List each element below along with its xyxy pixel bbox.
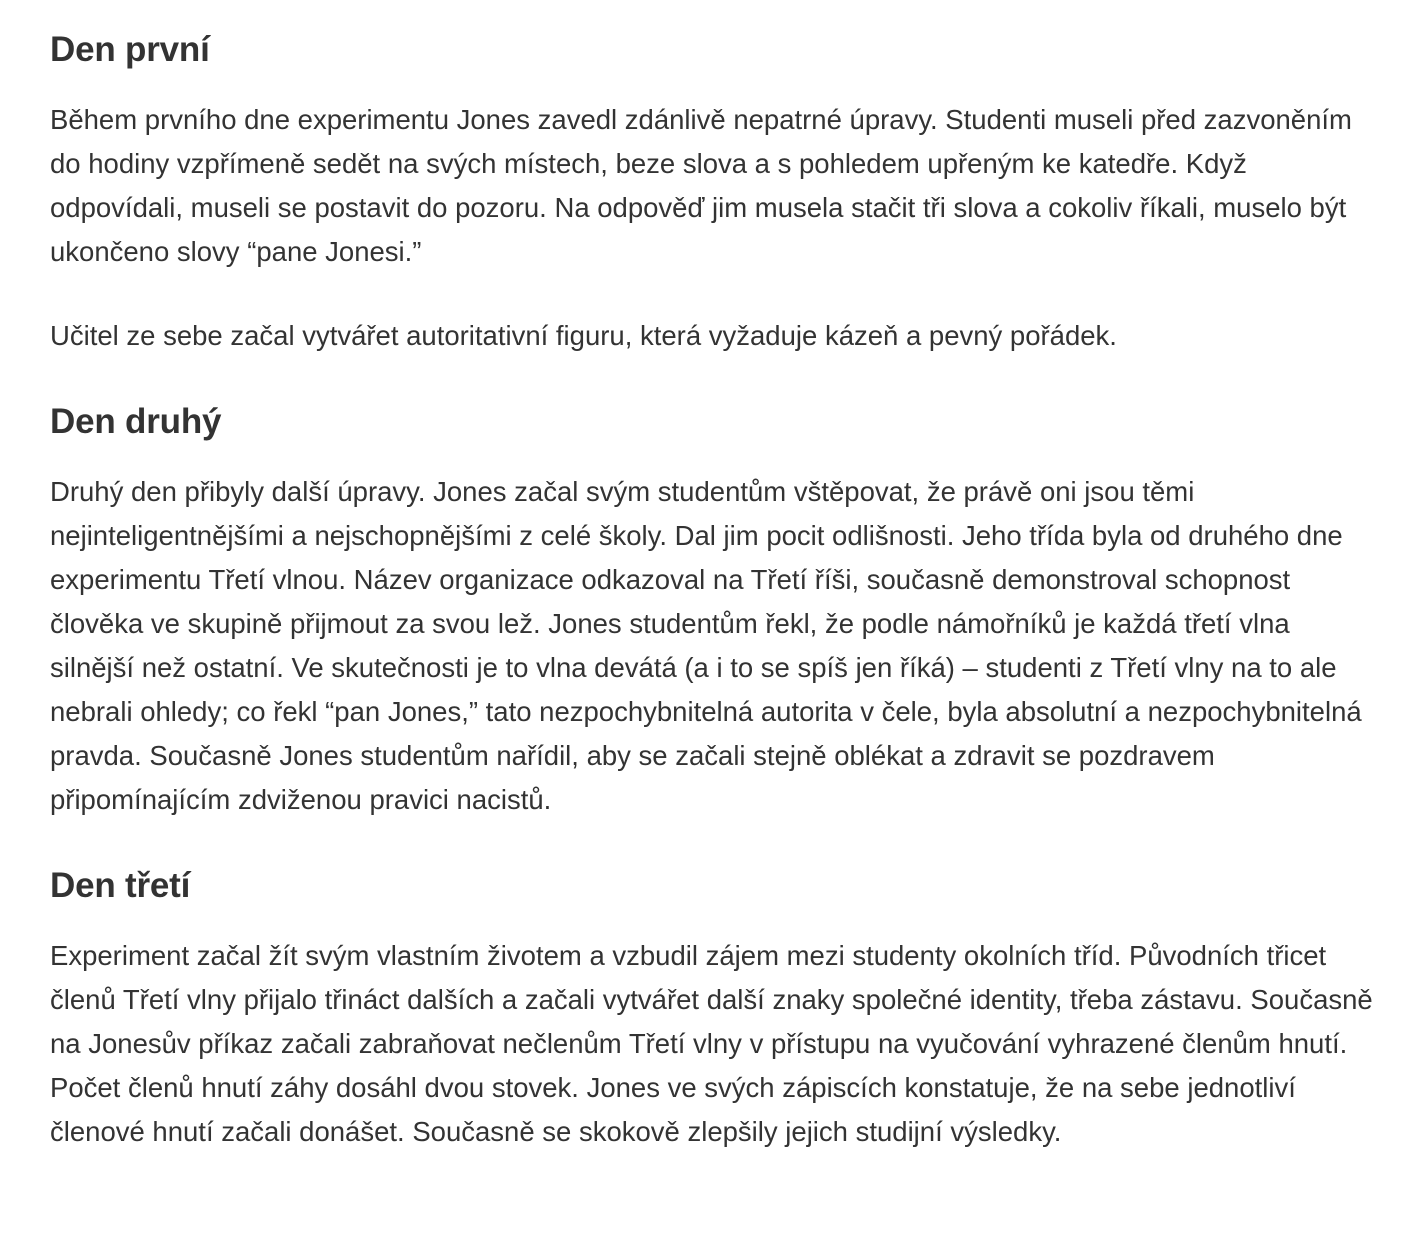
paragraph: Učitel ze sebe začal vytvářet autoritativní figuru, která vyžaduje kázeň a pevný pořádek. <box>50 320 1117 351</box>
paragraph: Experiment začal žít svým vlastním životem a vzbudil zájem mezi studenty okolních tříd. Původních třicet členů Třetí vlny přijalo třináct dalších a začali vytvářet další znaky společné identity, třeba zástavu. Současně na Jonesův příkaz začali zabraňovat nečlenům Třetí vlny v přístupu na vyučování vyhrazené členům hnutí. Počet členů hnutí záhy dosáhl dvou stovek. Jones ve svých zápiscích konstatuje, že na sebe jednotliví členové hnutí začali donášet. Současně se skokově zlepšily jejich studijní výsledky. <box>50 940 1373 1147</box>
section-day-one <box>50 26 1380 358</box>
paragraph: Druhý den přibyly další úpravy. Jones začal svým studentům vštěpovat, že právě oni jsou těmi nejinteligentnějšími a nejschopnějšími z celé školy. Dal jim pocit odlišnosti. Jeho třída byla od druhého dne experimentu Třetí vlnou. Název organizace odkazoval na Třetí říši, současně demonstroval schopnost člověka ve skupině přijmout za svou lež. Jones studentům řekl, že podle námořníků je každá třetí vlna silnější než ostatní. Ve skutečnosti je to vlna devátá (a i to se spíš jen říká) – studenti z Třetí vlny na to ale nebrali ohledy; co řekl “pan Jones,” tato nezpochybnitelná autorita v čele, byla absolutní a nezpochybnitelná pravda. Současně Jones studentům nařídil, aby se začali stejně oblékat a zdravit se pozdravem připomínajícím zdviženou pravici nacistů. <box>50 476 1362 815</box>
section-title: Den třetí <box>50 866 191 905</box>
section-day-two <box>50 398 1380 822</box>
section-title: Den první <box>50 30 210 69</box>
section-title: Den druhý <box>50 402 222 441</box>
section-day-three <box>50 862 1380 1154</box>
paragraph: Během prvního dne experimentu Jones zavedl zdánlivě nepatrné úpravy. Studenti museli před zazvoněním do hodiny vzpřímeně sedět na svých místech, beze slova a s pohledem upřeným ke katedře. Když odpovídali, museli se postavit do pozoru. Na odpověď jim musela stačit tři slova a cokoliv říkali, muselo být ukončeno slovy “pane Jonesi.” <box>50 104 1352 267</box>
